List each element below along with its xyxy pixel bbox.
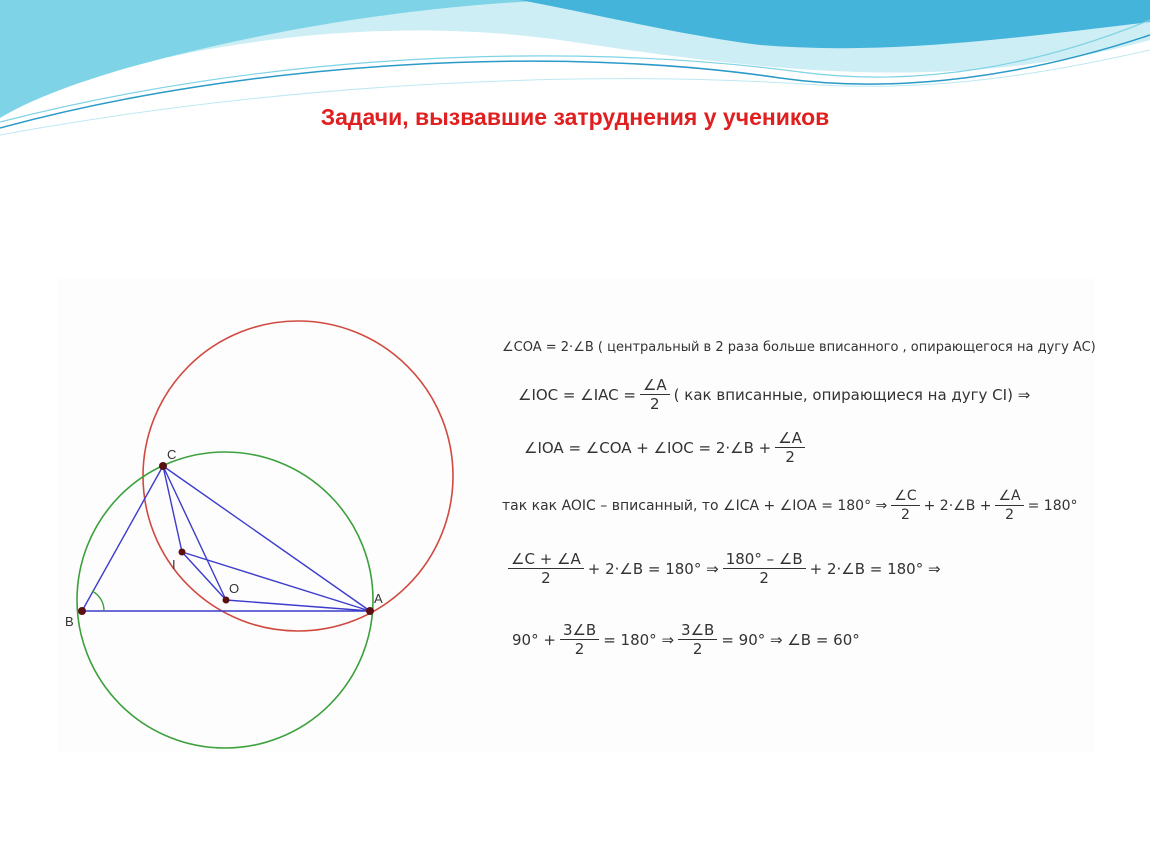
solution <box>502 278 1096 752</box>
line6-num-1: 3∠B <box>560 621 599 640</box>
line5-fraction-1 <box>508 550 584 587</box>
point-a <box>366 607 374 615</box>
line2-lhs: ∠IOC = ∠IAC = <box>518 385 636 404</box>
line6-den-2: 2 <box>692 640 703 658</box>
line4-den-2: 2 <box>1005 507 1015 523</box>
line4-num-1: ∠C <box>891 487 919 506</box>
segment-oa <box>226 600 370 611</box>
label-c: C <box>167 447 177 462</box>
line6-num-2: 3∠B <box>678 621 717 640</box>
line3-lhs: ∠IOA = ∠COA + ∠IOC = 2·∠B + <box>524 438 772 457</box>
line6-rhs: = 90° ⇒ ∠B = 60° <box>721 630 860 649</box>
line5-rhs: + 2·∠B = 180° ⇒ <box>809 559 941 578</box>
line4-rhs: = 180° <box>1027 497 1078 514</box>
line5-num-2: 180° – ∠B <box>723 550 806 569</box>
line1-text: ∠COA = 2·∠B ( центральный в 2 раза больше вписанного , опирающегося на дугу AC) <box>502 340 1096 355</box>
segment-co <box>163 466 226 600</box>
line5-den-1: 2 <box>541 569 551 587</box>
line4-fraction-2 <box>995 487 1023 524</box>
segment-ci <box>163 466 182 552</box>
line6-fraction-1 <box>560 621 599 658</box>
label-o: O <box>229 581 240 596</box>
label-a: A <box>374 591 383 606</box>
line6-mid: = 180° ⇒ <box>603 630 675 649</box>
line5-den-2: 2 <box>759 569 769 587</box>
line6-lhs: 90° + <box>512 630 556 649</box>
point-i <box>179 549 186 556</box>
line3-fraction <box>775 429 805 466</box>
line2-den: 2 <box>650 395 660 413</box>
line4-fraction-1 <box>891 487 919 524</box>
point-o <box>223 597 230 604</box>
line6-fraction-2 <box>678 621 717 658</box>
line4-den-1: 2 <box>900 507 910 523</box>
content-panel <box>57 278 1095 752</box>
side-bc <box>82 466 163 611</box>
solution-line-5 <box>502 550 941 587</box>
solution-line-3 <box>502 429 809 466</box>
line4-num-2: ∠A <box>995 487 1023 506</box>
line6-den-1: 2 <box>574 640 585 658</box>
line3-num: ∠A <box>775 429 805 448</box>
segment-ia <box>182 552 370 611</box>
line5-num-1: ∠C + ∠A <box>508 550 584 569</box>
line3-den: 2 <box>785 448 795 466</box>
line2-num: ∠A <box>640 376 670 395</box>
label-b: B <box>65 614 74 629</box>
solution-line-6 <box>502 621 860 658</box>
slide-title: Задачи, вызвавшие затруднения у учеников <box>320 104 830 130</box>
line2-rhs: ( как вписанные, опирающиеся на дугу CI) ⇒ <box>673 385 1031 404</box>
solution-line-2 <box>502 376 1030 413</box>
side-ca <box>163 466 370 611</box>
line5-mid: + 2·∠B = 180° ⇒ <box>587 559 719 578</box>
point-b <box>78 607 86 615</box>
geometry-figure <box>57 278 477 752</box>
label-i: I <box>172 557 176 572</box>
angle-b-arc <box>92 591 104 611</box>
solution-line-1 <box>502 340 1096 355</box>
circle-aoic <box>143 321 453 631</box>
line4-lhs: так как AOIC – вписанный, то ∠ICA + ∠IOA = 180° ⇒ <box>502 497 888 514</box>
solution-line-4 <box>502 487 1078 524</box>
point-c <box>159 462 167 470</box>
line2-fraction <box>640 376 670 413</box>
line4-mid: + 2·∠B + <box>923 497 992 514</box>
line5-fraction-2 <box>723 550 806 587</box>
